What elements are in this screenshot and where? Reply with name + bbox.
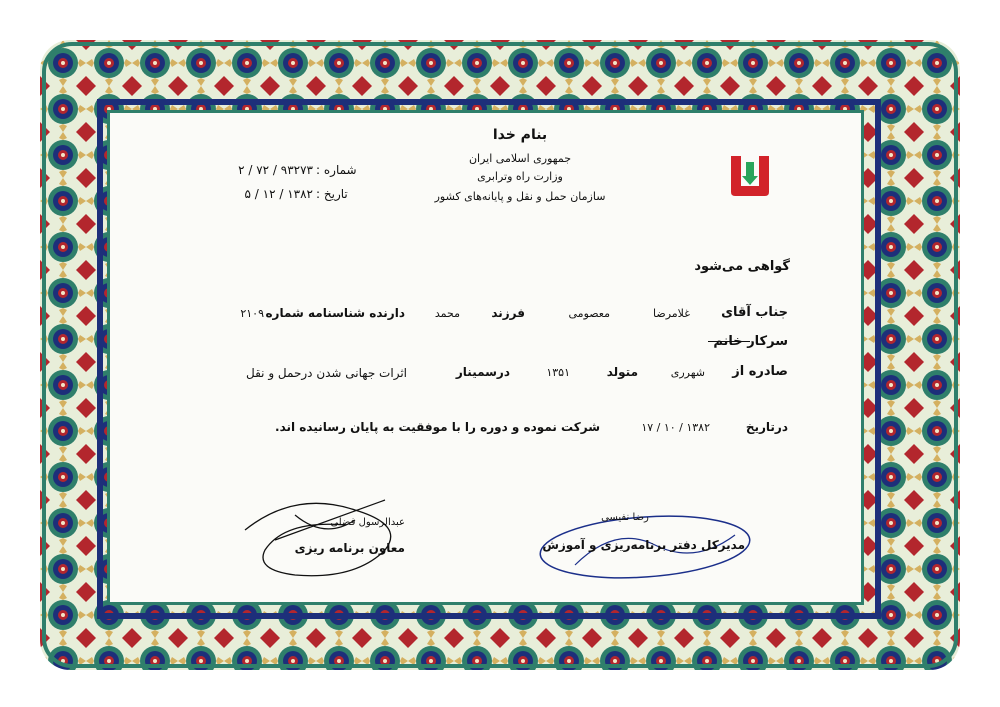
seminar-date: ۱۷ / ۱۰ / ۱۳۸۲ xyxy=(641,421,710,434)
last-name: معصومی xyxy=(568,307,610,320)
first-name: غلامرضا xyxy=(653,307,690,320)
organization-logo xyxy=(727,152,773,198)
issued-label: صادره از xyxy=(732,364,788,379)
left-signature-scribble xyxy=(235,480,425,590)
issued-place: شهرری xyxy=(670,366,705,379)
right-signer-name: رضا نفیسی xyxy=(601,512,649,523)
date-label-body: درتاریخ xyxy=(745,420,788,434)
mr-label: جناب آقای xyxy=(721,305,788,320)
completion-text: شرکت نموده و دوره را با موفقیت به پایان رسانیده اند. xyxy=(275,420,600,434)
father-name: محمد xyxy=(434,307,460,320)
born-label: متولد xyxy=(606,365,638,379)
number-value: ۲ / ۷۲ / ۹۳۲۷۳ xyxy=(238,163,313,177)
seminar-title: اثرات جهانی شدن درحمل و نقل xyxy=(246,366,407,380)
date-label: تاریخ : xyxy=(316,187,348,201)
left-signer-name: عبدالرسول فضلی xyxy=(330,517,405,528)
madam-strike xyxy=(708,341,750,342)
id-label: دارنده شناسنامه شماره xyxy=(265,306,405,320)
child-of-label: فرزند xyxy=(491,306,525,320)
id-number: ۲۱۰۹ xyxy=(240,307,264,320)
org-line-2: وزارت راه وترابری xyxy=(477,170,563,183)
org-line-1: جمهوری اسلامی ایران xyxy=(468,152,572,165)
org-line-3: سازمان حمل و نقل و پایانه‌های کشور xyxy=(434,190,606,203)
certifies-heading: گواهی می‌شود xyxy=(694,259,790,274)
right-signer-title: مدیرکل دفتر برنامه‌ریزی و آموزش xyxy=(542,538,745,552)
invocation-heading: بنام خدا xyxy=(492,127,548,143)
seminar-label: درسمینار xyxy=(455,365,510,379)
madam-label: سرکار خانم xyxy=(713,334,788,349)
number-label: شماره : xyxy=(316,163,357,177)
birth-year: ۱۳۵۱ xyxy=(546,366,570,379)
left-signer-title: معاون برنامه ریزی xyxy=(294,541,405,555)
date-value: ۵ / ۱۲ / ۱۳۸۲ xyxy=(244,187,313,201)
